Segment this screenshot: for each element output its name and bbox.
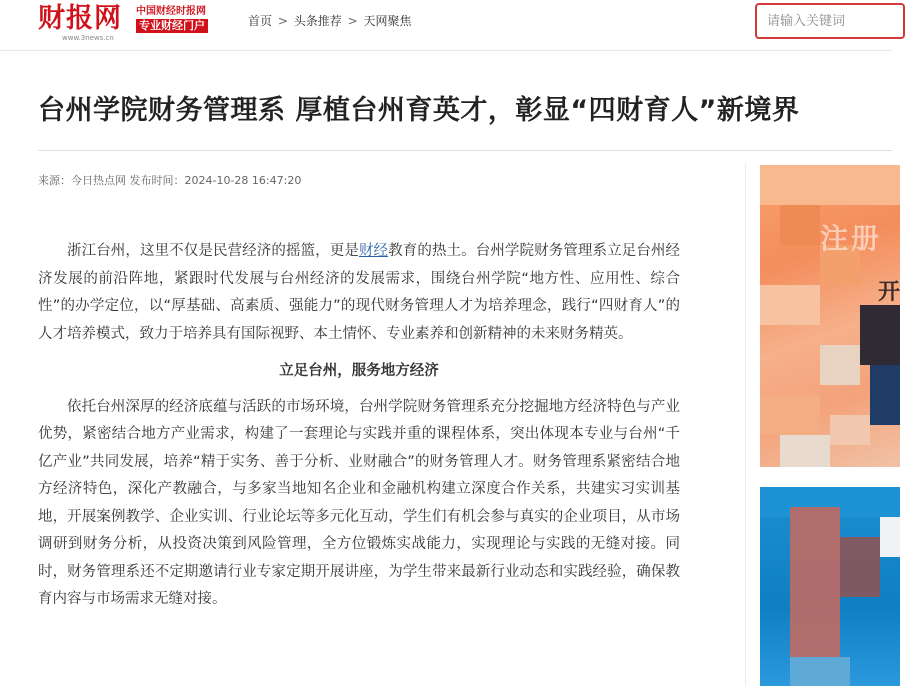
breadcrumb-current-link[interactable]: 天网聚焦 [363,14,412,28]
sidebar-divider [745,163,746,686]
search-box [755,3,905,39]
site-logo[interactable] [38,4,228,40]
article-title: 台州学院财务管理系 厚植台州育英才，彰显“四财育人”新境界 [38,95,800,126]
ad-headline-secondary: 开 [878,280,901,305]
site-header [0,0,892,50]
article-meta: 来源：今日热点网 发布时间：2024-10-28 16:47:20 [38,174,302,187]
sidebar-ad-image[interactable] [760,487,900,686]
finance-keyword-link[interactable]: 财经 [358,243,389,259]
article-body [38,238,680,624]
breadcrumb-home-link[interactable]: 首页 [248,14,273,28]
sidebar-ad-banner[interactable] [760,165,900,467]
breadcrumb-section-link[interactable]: 头条推荐 [293,14,342,28]
article-paragraph: 依托台州深厚的经济底蕴与活跃的市场环境，台州学院财务管理系充分挖掘地方经济特色与产业优势，紧密结合地方产业需求，构建了一套理论与实践并重的课程体系，突出体现本专业与台州“千亿产业”共同发展，培养“精于实务、善于分析、业财融合”的财务管理人才。财务管理系紧密结合地方经济特色，深化产教融合，与多家当地知名企业和金融机构建立深度合作关系，共建实习实训基地，开展案例教学、企业实训、行业论坛等多元化互动，学生们有机会参与真实的企业项目，从市场调研到财务分析，从投资决策到风险管理，全方位锻炼实战能力，实现理论与实践的无缝对接。同时，财务管理系还不定期邀请行业专家定期开展讲座，为学生带来最新行业动态和实践经验，确保教育内容与市场需求无缝对接。 [38,398,680,607]
breadcrumb-separator: > [347,14,358,28]
logo-tagline: 中国财经时报网 [136,6,206,17]
paragraph-text: 浙江台州，这里不仅是民营经济的摇篮，更是 [67,243,359,259]
paragraph-text: 教育的热土。台州学院财务管理系立足台州经济发展的前沿阵地，紧跟时代发展与台州经济的发展需求，围绕台州学院“地方性、应用性、综合性”的办学定位，以“厚基础、高素质、强能力”的现代财务管理人才为培养理念，践行“四财育人”的人才培养模式，致力于培养具有国际视野、本土情怀、专业素养和创新精神的未来财务精英。 [38,243,681,342]
ad-headline: 注册 [820,222,883,255]
article-paragraph [38,238,680,348]
header-divider [0,50,892,51]
search-input[interactable] [765,13,889,30]
breadcrumb-separator: > [277,14,288,28]
article-subheading: 立足台州，服务地方经济 [279,363,439,379]
logo-url: www.3news.cn [62,34,114,42]
logo-slogan: 专业财经门户 [136,19,208,33]
breadcrumb [248,12,411,29]
title-divider [38,150,892,151]
logo-main-text: 财报网 [38,3,122,34]
